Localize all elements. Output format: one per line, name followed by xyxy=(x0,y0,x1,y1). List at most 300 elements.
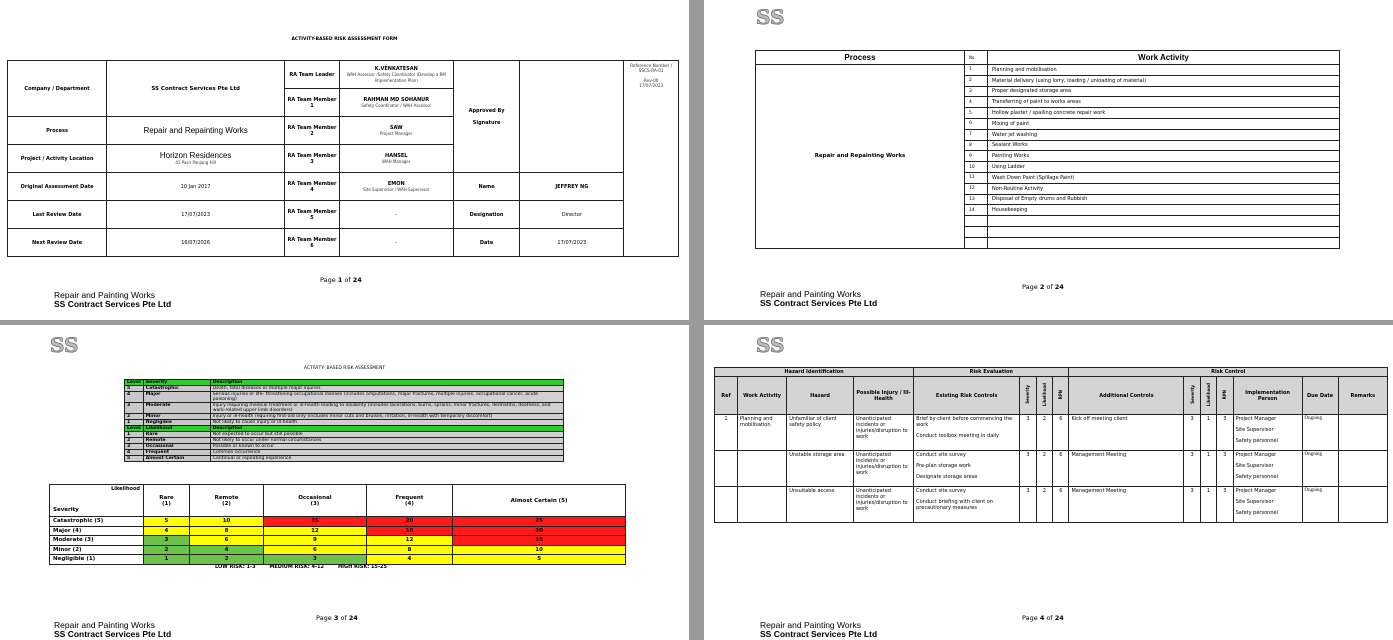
term-cell: Remote xyxy=(143,438,210,444)
control-item: Conduct briefing with client on precautionary measures xyxy=(916,499,994,511)
control-item: Designate storage areas xyxy=(916,474,978,480)
assessment-info-table xyxy=(7,60,679,257)
of-word: of xyxy=(1046,614,1053,622)
level-cell: 3 xyxy=(125,444,144,450)
activity-name: Painting Works xyxy=(988,151,1340,162)
score-cell: 3 xyxy=(1217,451,1233,487)
team-role: RA Team Member 6 xyxy=(285,229,340,257)
risk-score-cell: 10 xyxy=(189,517,263,527)
existing-controls-cell xyxy=(914,415,1020,451)
page-1 xyxy=(0,0,689,320)
score-cell: 2 xyxy=(1036,415,1052,451)
term-cell: Moderate xyxy=(143,403,210,414)
team-desc: WAH Manager xyxy=(382,158,411,164)
risk-score-cell: 5 xyxy=(144,517,190,527)
risk-score-cell: 4 xyxy=(189,545,263,555)
person-item: Safety personnel xyxy=(1235,474,1278,480)
description-cell: Injury requiring medical treatment or ill-health leading to disability (includes lacerations, burns, sprains, minor fractures, dermatitis, deafness, and work-related upper limb disorders) xyxy=(210,403,563,414)
risk-score-cell: 12 xyxy=(264,526,367,536)
person-item: Project Manager xyxy=(1235,488,1277,494)
team-role: RA Team Member 3 xyxy=(285,145,340,173)
level-cell: 4 xyxy=(125,392,144,403)
page-num: 1 xyxy=(337,276,343,284)
activity-cell xyxy=(737,487,786,523)
page-word: Page xyxy=(316,614,332,622)
description-cell: Possible or known to occur xyxy=(210,444,563,450)
person-item: Project Manager xyxy=(1235,452,1277,458)
team-name: HANSEL xyxy=(385,152,408,159)
control-item: Pre-plan storage work xyxy=(916,463,971,469)
score-cell: 6 xyxy=(1053,415,1069,451)
column-name: Rare xyxy=(159,494,174,501)
activity-name: Disposal of Empty drums and Rubbish xyxy=(988,194,1340,205)
group-header-row xyxy=(715,368,1388,377)
activity-number: 3 xyxy=(965,86,988,97)
remarks-cell xyxy=(1338,487,1387,523)
no-header: No. xyxy=(965,51,988,65)
description-cell: Not likely to cause injury or ill-health xyxy=(210,420,563,426)
activity-number: 13 xyxy=(965,194,988,205)
score-cell: 3 xyxy=(1217,415,1233,451)
matrix-corner xyxy=(50,485,144,517)
company-value: SS Contract Services Pte Ltd xyxy=(107,61,285,117)
rotated-header: Likelihood xyxy=(1041,382,1047,407)
column-level: (4) xyxy=(405,500,414,507)
page-number xyxy=(316,614,358,622)
activity-number xyxy=(965,237,988,248)
table-row xyxy=(715,451,1388,487)
person-item: Site Supervisor xyxy=(1235,499,1274,505)
control-item: Conduct site survey xyxy=(916,488,966,494)
orig-date-value: 10 Jan 2017 xyxy=(107,173,285,201)
term-cell: Negligible xyxy=(143,420,210,426)
due-date-cell: Ongoing xyxy=(1302,451,1338,487)
column-header xyxy=(1020,377,1036,415)
team-member xyxy=(339,117,453,145)
process-label: Process xyxy=(8,117,107,145)
hazard-cell: Unfamiliar of client safety policy xyxy=(787,415,854,451)
table-row xyxy=(125,403,564,414)
description-cell: Not expected to occur but still possible xyxy=(210,432,563,438)
footer xyxy=(54,291,171,309)
header-cell: Description xyxy=(210,426,563,432)
page-total: 24 xyxy=(348,614,358,622)
column-header: Possible Injury / Ill-Health xyxy=(853,377,913,415)
score-cell: 1 xyxy=(1200,487,1216,523)
implementation-person-cell xyxy=(1233,451,1302,487)
activity-name: Hollow plaster / spalling concrete repair work xyxy=(988,108,1340,119)
matrix-row xyxy=(50,555,626,565)
severity-label: Severity xyxy=(53,507,79,513)
designation-label: Designation xyxy=(453,201,520,229)
of-word: of xyxy=(340,614,347,622)
column-header: Existing Risk Controls xyxy=(914,377,1020,415)
team-role: RA Team Member 2 xyxy=(285,117,340,145)
risk-score-cell: 15 xyxy=(264,517,367,527)
score-cell: 2 xyxy=(1036,451,1052,487)
page-word: Page xyxy=(1022,283,1038,291)
level-cell: 1 xyxy=(125,420,144,426)
activity-number: 2 xyxy=(965,75,988,86)
risk-legend: LOW RISK: 1-3 MEDIUM RISK: 4-12 HIGH RISK: 15-25 xyxy=(215,564,387,570)
page-num: 2 xyxy=(1039,283,1045,291)
description-cell: Serious injuries or life- threatening occupational disease (includes amputations, major fractures, multiple injuries, occupational cancer, acute poisoning) xyxy=(210,392,563,403)
form-title: ACTIVITY- BASED RISK ASSESSMENT xyxy=(303,366,386,371)
team-role: RA Team Member 4 xyxy=(285,173,340,201)
description-cell: Injury or ill-health requiring first-aid only (includes minor cuts and bruises, irritation, ill-health with temporary discomfort) xyxy=(210,414,563,420)
level-cell: 1 xyxy=(125,432,144,438)
activity-name: Material delivery (using lorry, loading / unloading of material) xyxy=(988,75,1340,86)
group-header: Risk Control xyxy=(1069,368,1388,377)
control-item: Conduct site survey xyxy=(916,452,966,458)
activity-number: 14 xyxy=(965,205,988,216)
risk-score-cell: 6 xyxy=(264,545,367,555)
description-cell: Continual or repeating experience xyxy=(210,456,563,462)
term-cell: Frequent xyxy=(143,450,210,456)
activity-name: Wash Down Paint (Spillage Paint) xyxy=(988,172,1340,183)
footer-line1: Repair and Painting Works xyxy=(760,620,861,630)
activity-name: Non-Routine Activity xyxy=(988,183,1340,194)
likelihood-column-header xyxy=(144,485,190,517)
column-header: Implementation Person xyxy=(1233,377,1302,415)
severity-row-label: Minor (2) xyxy=(50,545,144,555)
column-name: Remote xyxy=(214,494,239,501)
team-desc: Site Supervisor / WAH Supervisor xyxy=(363,186,430,192)
team-name: - xyxy=(339,229,453,257)
activity-cell xyxy=(737,451,786,487)
svg-text:SS: SS xyxy=(50,333,79,357)
due-date-cell: Ongoing xyxy=(1302,487,1338,523)
hazard-cell: Unsuitable access xyxy=(787,487,854,523)
severity-row-label: Major (4) xyxy=(50,526,144,536)
column-header: Due Date xyxy=(1302,377,1338,415)
person-item: Project Manager xyxy=(1235,416,1277,422)
person-item: Site Supervisor xyxy=(1235,427,1274,433)
level-cell: 4 xyxy=(125,450,144,456)
severity-row-label: Catastrophic (5) xyxy=(50,517,144,527)
rev: Rev-00 xyxy=(643,78,659,83)
approved-label: Approved By xyxy=(468,107,505,114)
company-logo xyxy=(754,332,794,358)
page-2 xyxy=(704,0,1393,320)
activity-name: Sealant Works xyxy=(988,140,1340,151)
page-total: 24 xyxy=(352,276,362,284)
group-header: Hazard Identification xyxy=(715,368,914,377)
rotated-header: RPN xyxy=(1058,389,1064,400)
column-name: Almost Certain (5) xyxy=(510,497,568,504)
footer-line2: SS Contract Services Pte Ltd xyxy=(760,298,878,308)
ref-label: Reference Number / SSCS-RA-01 xyxy=(630,63,673,73)
next-review-value: 16/07/2026 xyxy=(107,229,285,257)
table-row xyxy=(125,392,564,403)
ref-cell xyxy=(715,451,738,487)
term-cell: Minor xyxy=(143,414,210,420)
page-number xyxy=(1022,283,1064,291)
matrix-row xyxy=(50,536,626,546)
table-row xyxy=(715,487,1388,523)
date-value: 17/07/2023 xyxy=(520,229,624,257)
team-name: - xyxy=(339,201,453,229)
team-member xyxy=(339,145,453,173)
activity-number: 7 xyxy=(965,129,988,140)
likelihood-column-header xyxy=(189,485,263,517)
footer xyxy=(760,290,877,308)
team-role: RA Team Member 1 xyxy=(285,89,340,117)
description-cell: Common occurrence xyxy=(210,450,563,456)
risk-score-cell: 15 xyxy=(453,536,626,546)
process-cell: Repair and Repainting Works xyxy=(756,65,965,249)
activity-number: 10 xyxy=(965,162,988,173)
activity-name: Using Ladder xyxy=(988,162,1340,173)
description-cell: Death, fatal diseases or multiple major injuries xyxy=(210,386,563,392)
injury-cell: Unanticipated incidents or injuries/disruption to work xyxy=(853,451,913,487)
rev-date: 17/07/2023 xyxy=(639,83,664,88)
company-logo xyxy=(48,332,88,358)
team-role: RA Team Member 5 xyxy=(285,201,340,229)
page-word: Page xyxy=(320,276,336,284)
score-cell: 3 xyxy=(1020,415,1036,451)
column-header: Remarks xyxy=(1338,377,1387,415)
table-row xyxy=(125,456,564,462)
activity-name xyxy=(988,237,1340,248)
footer xyxy=(760,621,877,639)
column-name: Occasional xyxy=(298,494,332,501)
header-cell: Level xyxy=(125,426,144,432)
column-header xyxy=(1217,377,1233,415)
rotated-header: RPN xyxy=(1222,389,1228,400)
process-value: Repair and Repainting Works xyxy=(107,117,285,145)
control-item: Conduct toolbox meeting in daily xyxy=(916,433,1000,439)
page-total: 24 xyxy=(1054,283,1064,291)
likelihood-column-header xyxy=(366,485,453,517)
header-cell: Severity xyxy=(143,380,210,386)
score-cell: 2 xyxy=(1036,487,1052,523)
person-item: Safety personnel xyxy=(1235,438,1278,444)
activity-name: Planning and mobilisation xyxy=(988,65,1340,76)
term-cell: Catastrophic xyxy=(143,386,210,392)
group-header: Risk Evaluation xyxy=(914,368,1069,377)
footer-line2: SS Contract Services Pte Ltd xyxy=(54,629,172,639)
company-label: Company / Department xyxy=(8,61,107,117)
activity-name xyxy=(988,226,1340,237)
page-word: Page xyxy=(1022,614,1038,622)
implementation-person-cell xyxy=(1233,487,1302,523)
team-name: SAW xyxy=(389,124,403,131)
team-desc: Safety Coordinator / WAH Assessor xyxy=(361,102,432,108)
severity-likelihood-table xyxy=(124,379,564,462)
footer-line1: Repair and Painting Works xyxy=(54,620,155,630)
rotated-header: Severity xyxy=(1025,385,1031,404)
orig-date-label: Original Assessment Date xyxy=(8,173,107,201)
score-cell: 3 xyxy=(1020,487,1036,523)
column-level: (3) xyxy=(310,500,320,507)
of-word: of xyxy=(1046,283,1053,291)
location-cell xyxy=(107,145,285,173)
page-3 xyxy=(0,325,689,640)
svg-text:SS: SS xyxy=(756,333,785,357)
likelihood-column-header xyxy=(453,485,626,517)
company-logo xyxy=(754,4,794,30)
implementation-person-cell xyxy=(1233,415,1302,451)
of-word: of xyxy=(344,276,351,284)
severity-row-label: Negligible (1) xyxy=(50,555,144,565)
table-row xyxy=(715,415,1388,451)
person-item: Site Supervisor xyxy=(1235,463,1274,469)
hazard-cell: Unstable storage area xyxy=(787,451,854,487)
footer-line2: SS Contract Services Pte Ltd xyxy=(760,629,878,639)
score-cell: 1 xyxy=(1200,415,1216,451)
last-review-label: Last Review Date xyxy=(8,201,107,229)
footer xyxy=(54,621,171,639)
activity-number: 1 xyxy=(965,65,988,76)
team-name: K.VENKATESAN xyxy=(374,65,418,72)
score-cell: 6 xyxy=(1053,451,1069,487)
matrix-row xyxy=(50,517,626,527)
date-label: Date xyxy=(453,229,520,257)
page-num: 4 xyxy=(1039,614,1045,622)
activity-name xyxy=(988,216,1340,227)
column-name: Frequent xyxy=(395,494,424,501)
score-cell: 3 xyxy=(1020,451,1036,487)
term-cell: Almost Certain xyxy=(143,456,210,462)
column-header: Ref xyxy=(715,377,738,415)
rotated-header: Severity xyxy=(1189,385,1195,404)
work-activity-table xyxy=(755,50,1340,249)
score-cell: 3 xyxy=(1217,487,1233,523)
activity-number xyxy=(965,216,988,227)
term-cell: Rare xyxy=(143,432,210,438)
location-value: Horizon Residences xyxy=(159,151,232,160)
existing-controls-cell xyxy=(914,487,1020,523)
risk-score-cell: 8 xyxy=(366,545,453,555)
likelihood-column-header xyxy=(264,485,367,517)
next-review-label: Next Review Date xyxy=(8,229,107,257)
risk-score-cell: 5 xyxy=(453,555,626,565)
matrix-header-row xyxy=(50,485,626,517)
level-cell: 5 xyxy=(125,386,144,392)
name-value: JEFFREY NG xyxy=(520,173,624,201)
column-header xyxy=(1053,377,1069,415)
activity-number: 11 xyxy=(965,172,988,183)
risk-score-cell: 10 xyxy=(453,545,626,555)
due-date-cell: Ongoing xyxy=(1302,415,1338,451)
likelihood-label: Likelihood xyxy=(111,486,140,492)
team-desc: Project Manager xyxy=(380,130,413,136)
activity-number: 12 xyxy=(965,183,988,194)
risk-score-cell: 25 xyxy=(453,517,626,527)
signature-box xyxy=(520,61,624,173)
page-number xyxy=(320,276,362,284)
location-label: Project / Activity Location xyxy=(8,145,107,173)
column-header xyxy=(1036,377,1052,415)
score-cell: 3 xyxy=(1184,451,1200,487)
score-cell: 1 xyxy=(1200,451,1216,487)
risk-score-cell: 20 xyxy=(366,517,453,527)
team-name: RAHMAN MD SOHANUR xyxy=(363,96,430,103)
level-cell: 3 xyxy=(125,403,144,414)
level-cell: 2 xyxy=(125,438,144,444)
additional-controls-cell: Kick off meeting client xyxy=(1069,415,1184,451)
risk-score-cell: 20 xyxy=(453,526,626,536)
page-number xyxy=(1022,614,1064,622)
activity-number xyxy=(965,226,988,237)
activity-number: 5 xyxy=(965,108,988,119)
approval-cell xyxy=(453,61,520,173)
team-member xyxy=(339,61,453,89)
column-header xyxy=(1200,377,1216,415)
process-header: Process xyxy=(756,51,965,65)
risk-score-cell: 2 xyxy=(144,545,190,555)
activity-name: Water jet washing xyxy=(988,129,1340,140)
risk-score-cell: 3 xyxy=(144,536,190,546)
team-desc: WAH Assessor /Safety Coordinator (Develop a RM Implementation Plan) xyxy=(346,71,446,83)
header-cell: Description xyxy=(210,380,563,386)
level-cell: 5 xyxy=(125,456,144,462)
risk-matrix xyxy=(49,484,626,565)
risk-score-cell: 3 xyxy=(264,555,367,565)
footer-line1: Repair and Painting Works xyxy=(760,289,861,299)
score-cell: 6 xyxy=(1053,487,1069,523)
activity-number: 4 xyxy=(965,97,988,108)
name-label: Name xyxy=(453,173,520,201)
score-cell: 3 xyxy=(1184,415,1200,451)
risk-score-cell: 2 xyxy=(189,555,263,565)
score-cell: 3 xyxy=(1184,487,1200,523)
reference-cell xyxy=(624,61,679,257)
ref-cell: 1 xyxy=(715,415,738,451)
rotated-header: Likelihood xyxy=(1205,382,1211,407)
page-4 xyxy=(704,325,1393,640)
team-member xyxy=(339,173,453,201)
level-cell: 2 xyxy=(125,414,144,420)
control-item: Brief by client before commencing the work xyxy=(916,416,1013,428)
last-review-value: 17/07/2023 xyxy=(107,201,285,229)
column-header: Hazard xyxy=(787,377,854,415)
header-cell: Likelihood xyxy=(143,426,210,432)
team-role: RA Team Leader xyxy=(285,61,340,89)
team-name: EMON xyxy=(387,180,405,187)
severity-row-label: Moderate (3) xyxy=(50,536,144,546)
person-item: Safety personnel xyxy=(1235,510,1278,516)
column-header-row xyxy=(715,377,1388,415)
risk-assessment-table xyxy=(714,367,1388,523)
description-cell: Not likely to occur under normal circumstances xyxy=(210,438,563,444)
signature-label: Signature xyxy=(472,119,501,126)
form-title: ACTIVITY-BASED RISK ASSESSMENT FORM xyxy=(291,37,398,42)
term-cell: Occasional xyxy=(143,444,210,450)
injury-cell: Unanticipated incidents or injuries/disruption to work xyxy=(853,487,913,523)
column-level: (2) xyxy=(222,500,231,507)
activity-row xyxy=(756,65,1340,76)
footer-line2: SS Contract Services Pte Ltd xyxy=(54,299,172,309)
activity-number: 6 xyxy=(965,118,988,129)
location-sub: 41 Pasir Panjang Hill xyxy=(175,160,216,165)
ref-cell xyxy=(715,487,738,523)
footer-line1: Repair and Painting Works xyxy=(54,290,155,300)
header-cell: Level xyxy=(125,380,144,386)
injury-cell: Unanticipated incidents or injuries/disruption to work xyxy=(853,415,913,451)
existing-controls-cell xyxy=(914,451,1020,487)
activity-name: Transferring of paint to works areas xyxy=(988,97,1340,108)
risk-score-cell: 8 xyxy=(189,526,263,536)
activity-cell: Planning and mobilisation xyxy=(737,415,786,451)
term-cell: Major xyxy=(143,392,210,403)
page-num: 3 xyxy=(333,614,339,622)
risk-score-cell: 4 xyxy=(144,526,190,536)
svg-text:SS: SS xyxy=(756,5,785,29)
additional-controls-cell: Management Meeting xyxy=(1069,451,1184,487)
remarks-cell xyxy=(1338,415,1387,451)
